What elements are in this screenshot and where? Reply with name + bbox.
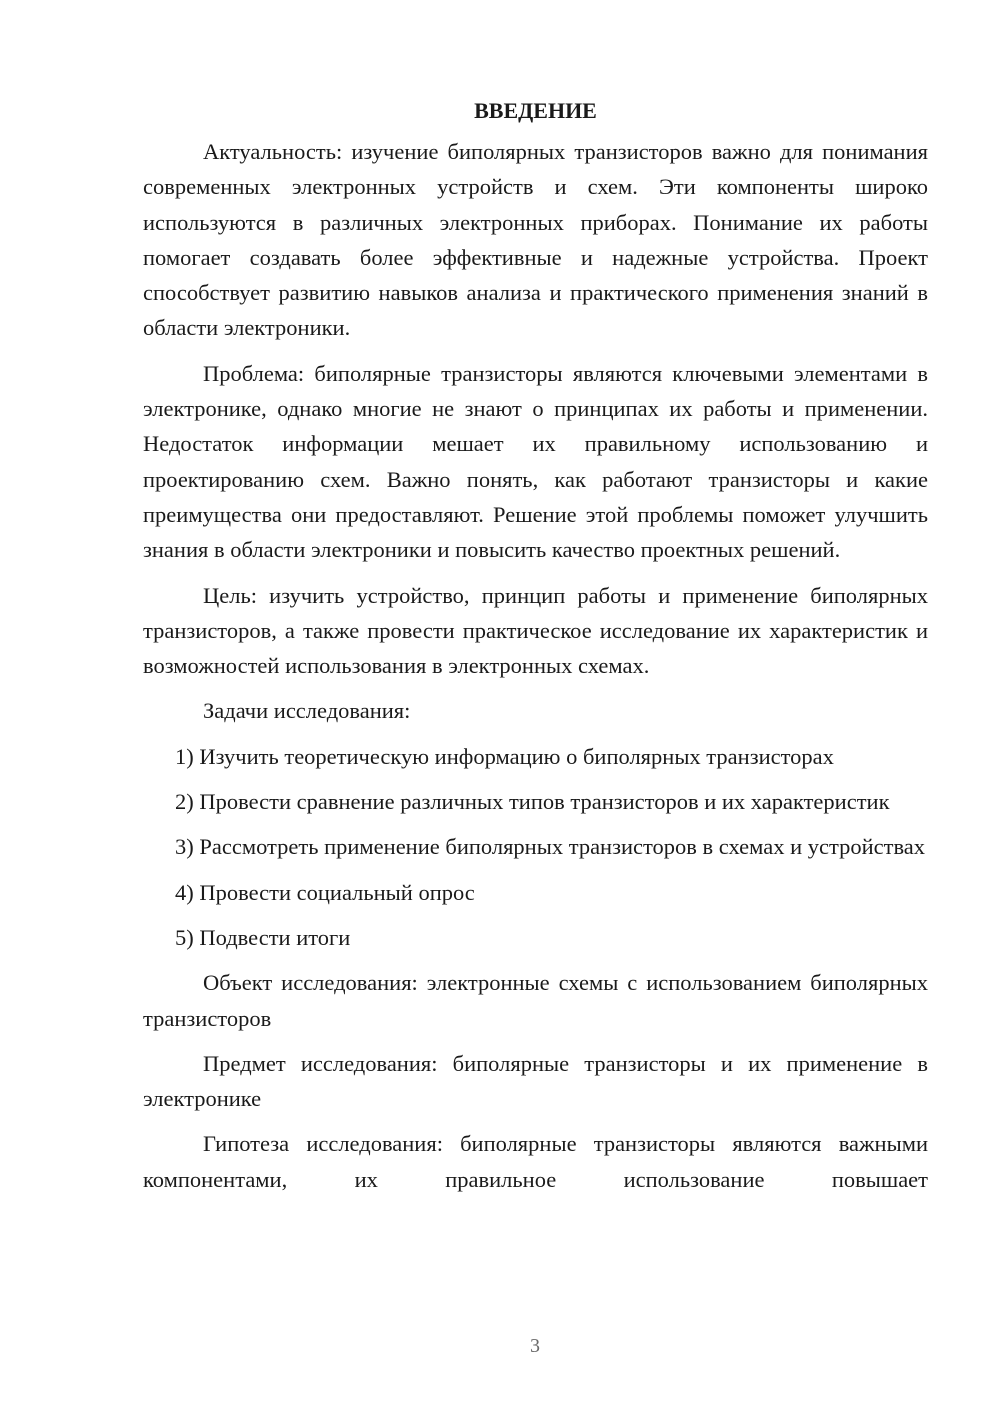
task-item-5: 5) Подвести итоги xyxy=(175,924,351,950)
paragraph-object: Объект исследования: электронные схемы с использованием биполярных транзисторов xyxy=(143,970,928,1031)
task-item-3: 3) Рассмотреть применение биполярных транзисторов в схемах и устройствах xyxy=(175,834,926,860)
paragraph-hypothesis: Гипотеза исследования: биполярные транзисторы являются важными компонентами, их правильное использование повышает xyxy=(143,1131,928,1192)
paragraph-problem: Проблема: биполярные транзисторы являются ключевыми элементами в электронике, однако многие не знают о принципах их работы и применении. Недостаток информации мешает их правильному использованию и проектированию схем. Важно понять, как работают транзисторы и какие преимущества они предоставляют. Решение этой проблемы поможет улучшить знания в области электроники и повысить качество проектных решений. xyxy=(143,360,928,563)
paragraph-subject: Предмет исследования: биполярные транзисторы и их применение в электронике xyxy=(143,1050,928,1112)
paragraph-goal: Цель: изучить устройство, принцип работы и применение биполярных транзисторов, а также провести практическое исследование их характеристик и возможностей использования в электронных схемах. xyxy=(143,582,928,679)
paragraph-relevance: Актуальность: изучение биполярных транзисторов важно для понимания современных электронных устройств и схем. Эти компоненты широко используются в различных электронных приборах. Понимание их работы помогает создавать более эффективные и надежные устройства. Проект способствует развитию навыков анализа и практического применения знаний в области электроники. xyxy=(143,139,928,341)
task-item-4: 4) Провести социальный опрос xyxy=(175,879,475,905)
page-content xyxy=(143,96,928,1197)
section-title: ВВЕДЕНИЕ xyxy=(474,98,597,123)
task-item-2: 2) Провести сравнение различных типов транзисторов и их характеристик xyxy=(175,789,890,815)
page-number: 3 xyxy=(530,1335,540,1357)
paragraph-tasks-heading: Задачи исследования: xyxy=(203,698,411,724)
task-item-1: 1) Изучить теоретическую информацию о биполярных транзисторах xyxy=(175,743,834,769)
